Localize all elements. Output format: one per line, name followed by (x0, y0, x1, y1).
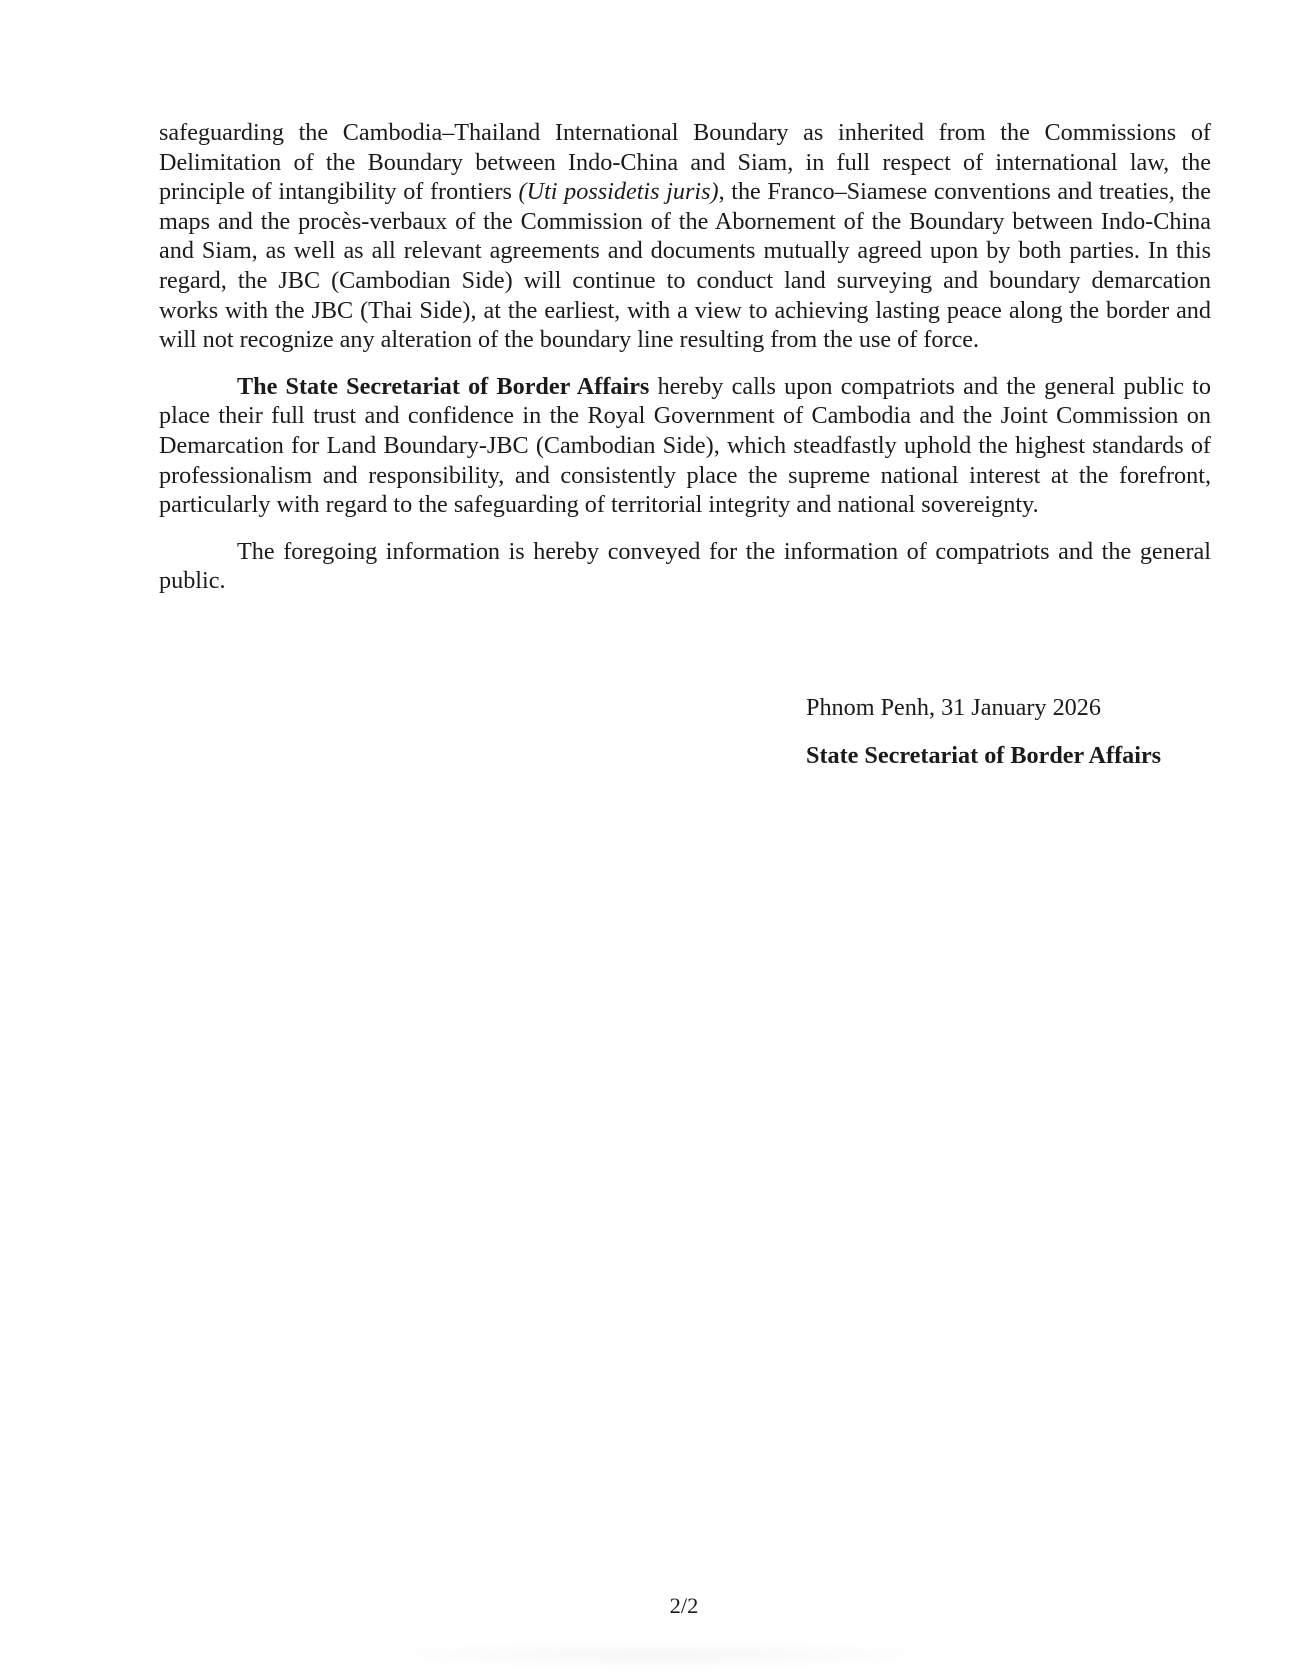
page-number: 2/2 (669, 1593, 699, 1618)
paragraph-2-bold-lead: The State Secretariat of Border Affairs (237, 372, 650, 400)
paragraph-1-text-a: safeguarding the Cambodia–Thailand International Boundary as inherited from the Commissions of Delimitation of the Boundary between Indo-China and Siam, in full respect of international law, the principle of intangibility of frontiers (159, 119, 1211, 206)
paragraph-3-text: The foregoing information is hereby conveyed for the information of compatriots and the general public. (159, 537, 1211, 595)
scan-shadow (360, 1640, 960, 1670)
signature-organization: State Secretariat of Border Affairs (806, 742, 1162, 769)
paragraph-2-text: hereby calls upon compatriots and the general public to place their full trust and confidence in the Royal Government of Cambodia and the Joint Commission on Demarcation for Land Boundary-JBC (Cambodian Side), which steadfastly uphold the highest standards of professionalism and responsibility, and consistently place the supreme national interest at the forefront, particularly with regard to the safeguarding of territorial integrity and national sovereignty. (159, 372, 1211, 519)
paragraph-1-text-b: , the Franco–Siamese conventions and treaties, the maps and the procès-verbaux of the Commission of the Abornement of the Boundary between Indo-China and Siam, as well as all relevant agreements and documents mutually agreed upon by both parties. In this regard, the JBC (Cambodian Side) will continue to conduct land surveying and boundary demarcation works with the JBC (Thai Side), at the earliest, with a view to achieving lasting peace along the border and will not recognize any alteration of the boundary line resulting from the use of force. (159, 178, 1211, 354)
signature-place-date: Phnom Penh, 31 January 2026 (806, 694, 1101, 721)
document-body (159, 118, 1211, 596)
paragraph-call-for-trust (159, 372, 1211, 520)
paragraph-closing (159, 537, 1211, 596)
paragraph-boundary-safeguarding (159, 118, 1211, 355)
uti-possidetis-phrase: (Uti possidetis juris) (518, 178, 719, 206)
